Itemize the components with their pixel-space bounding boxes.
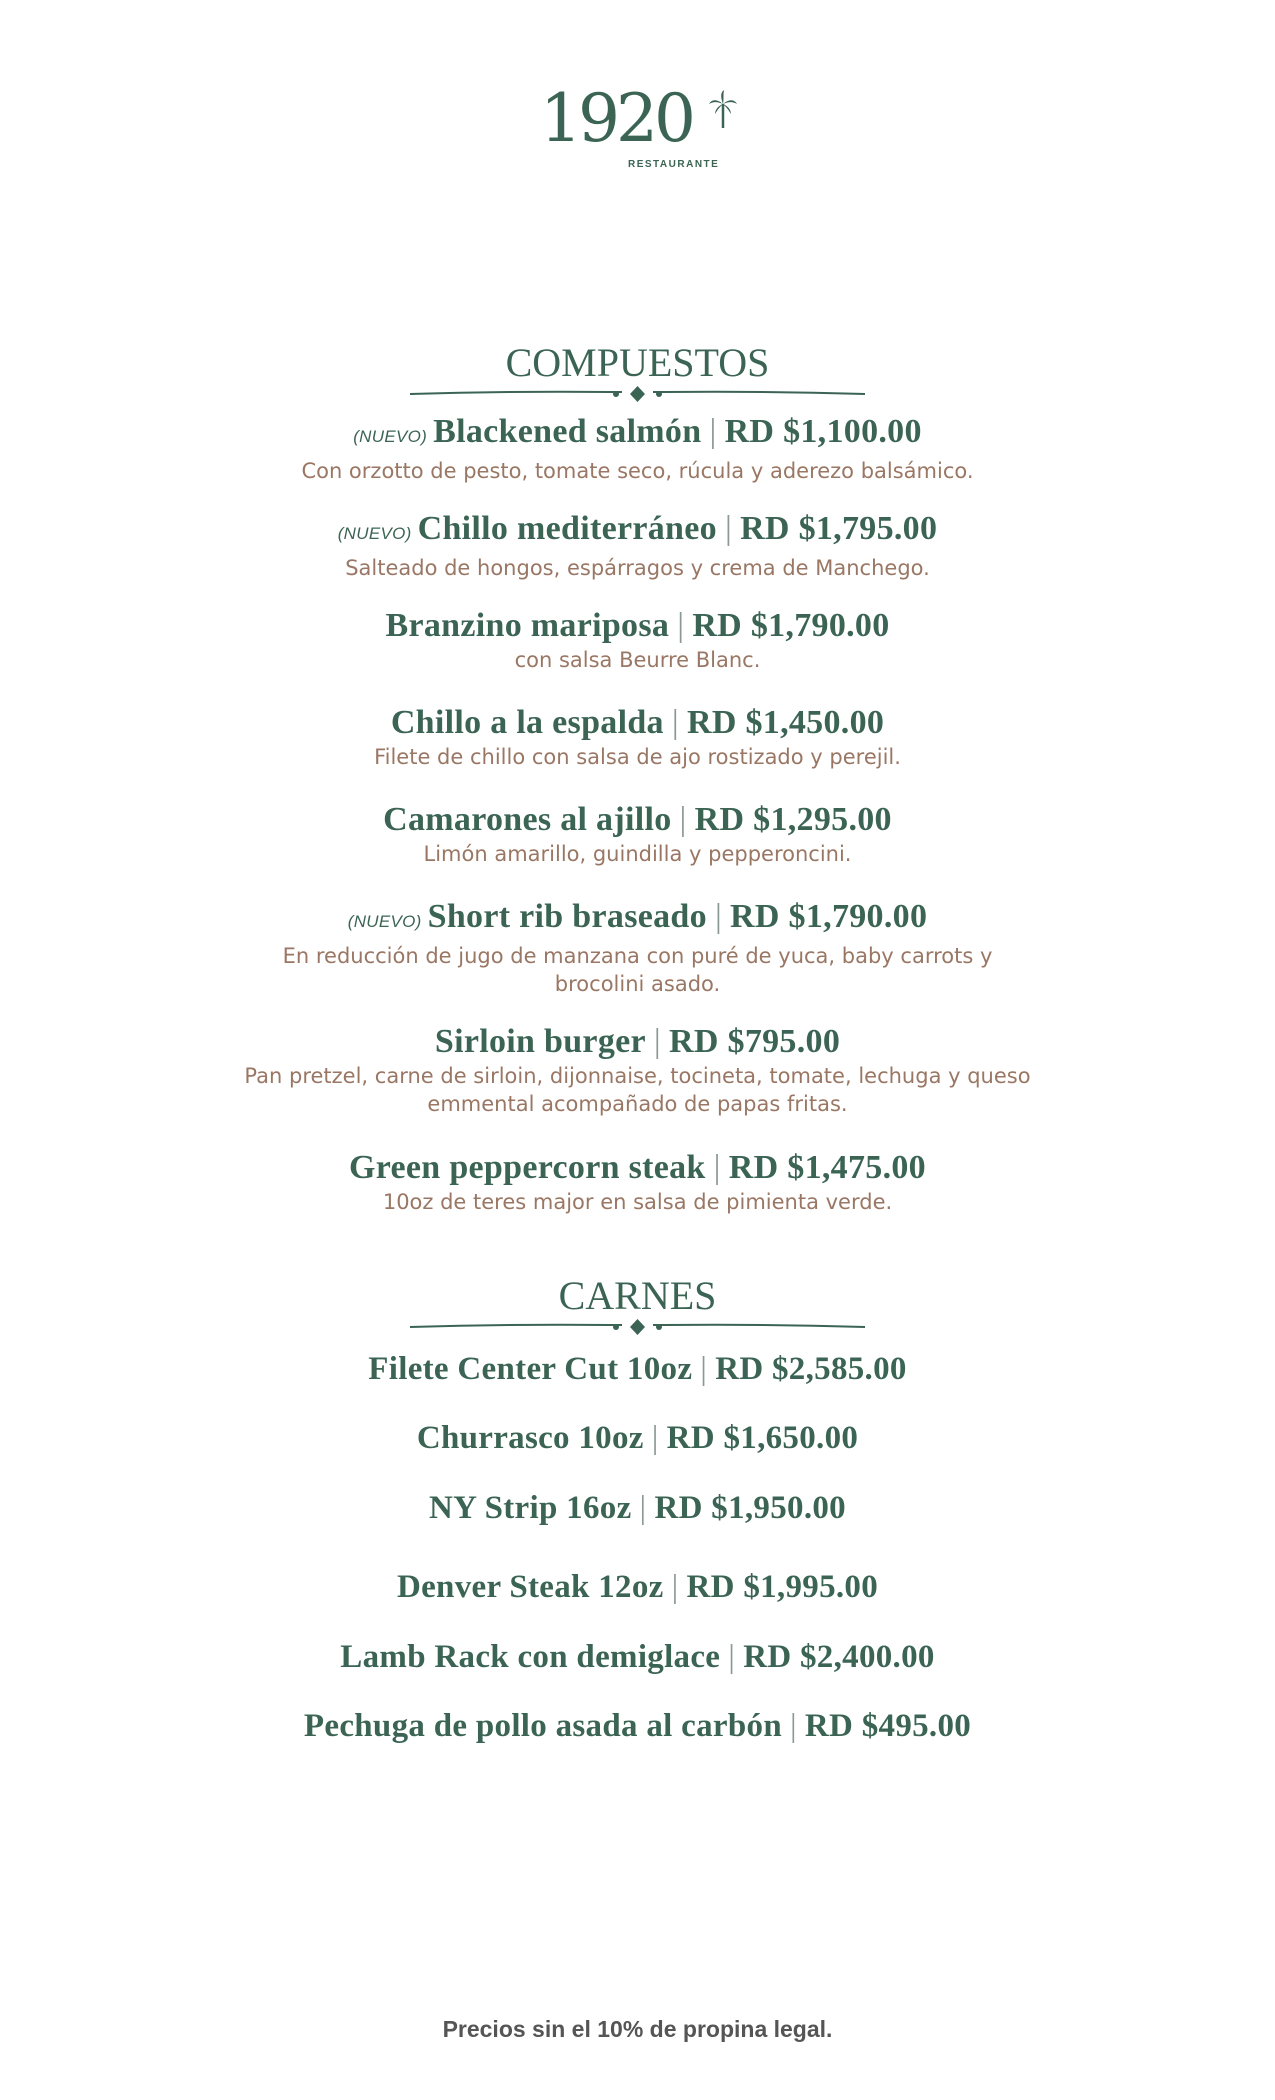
dish-price: RD $1,650.00	[666, 1420, 859, 1456]
price-separator: |	[713, 1149, 721, 1186]
price-separator: |	[728, 1639, 736, 1675]
restaurant-logo	[540, 80, 740, 186]
dish-name: Short rib braseado	[427, 898, 707, 935]
dish-description: Con orzotto de pesto, tomate seco, rúcula y aderezo balsámico.	[301, 459, 974, 483]
section-divider-ornament	[410, 1318, 865, 1336]
dish-title	[0, 1706, 1275, 1746]
new-tag: (NUEVO)	[337, 524, 412, 543]
dish-name: Sirloin burger	[434, 1023, 646, 1060]
menu-item	[0, 412, 1275, 485]
dish-title	[0, 1022, 1275, 1062]
dish-title	[0, 1637, 1275, 1677]
dish-price: RD $795.00	[669, 1023, 841, 1060]
dish-price: RD $495.00	[804, 1708, 972, 1744]
price-separator: |	[651, 1420, 659, 1456]
price-separator: |	[709, 413, 717, 450]
price-separator: |	[677, 607, 685, 644]
dish-price: RD $1,995.00	[686, 1569, 879, 1605]
price-separator: |	[714, 898, 723, 935]
dish-name: Denver Steak 12oz	[396, 1569, 664, 1605]
dish-price: RD $1,790.00	[730, 898, 928, 935]
dish-name: NY Strip 16oz	[429, 1490, 632, 1526]
palm-tree-icon	[708, 90, 738, 130]
dish-description: con salsa Beurre Blanc.	[514, 648, 761, 672]
dish-price: RD $2,400.00	[743, 1639, 935, 1675]
dish-title	[0, 1488, 1275, 1528]
dish-description: 10oz de teres major en salsa de pimienta verde.	[382, 1190, 893, 1214]
dish-title	[0, 606, 1275, 646]
price-separator: |	[653, 1023, 662, 1060]
dish-title	[0, 897, 1275, 942]
dish-name: Lamb Rack con demiglace	[340, 1639, 721, 1675]
dish-name: Branzino mariposa	[385, 607, 670, 644]
dish-name: Green peppercorn steak	[349, 1149, 706, 1186]
menu-item	[0, 509, 1275, 582]
dish-price: RD $1,790.00	[692, 607, 890, 644]
price-separator: |	[679, 801, 687, 838]
price-separator: |	[671, 1569, 679, 1605]
dish-title	[0, 1418, 1275, 1458]
price-separator: |	[700, 1351, 708, 1387]
menu-item	[0, 1488, 1275, 1528]
dish-price: RD $2,585.00	[715, 1351, 907, 1387]
dish-price: RD $1,795.00	[740, 510, 938, 547]
new-tag: (NUEVO)	[347, 912, 422, 931]
dish-title	[0, 800, 1275, 840]
menu-item	[0, 1567, 1275, 1607]
dish-description: Limón amarillo, guindilla y pepperoncini.	[423, 842, 852, 866]
section-divider-ornament	[410, 385, 865, 403]
dish-description: Filete de chillo con salsa de ajo rostizado y perejil.	[374, 745, 901, 769]
price-separator: |	[671, 704, 679, 741]
menu-item	[0, 1637, 1275, 1677]
dish-title	[0, 509, 1275, 554]
menu-item	[0, 606, 1275, 674]
menu-item	[0, 800, 1275, 868]
menu-item	[0, 897, 1275, 998]
dish-title	[0, 1148, 1275, 1188]
menu-item	[0, 1706, 1275, 1746]
menu-item	[0, 1022, 1275, 1118]
dish-title	[0, 703, 1275, 743]
dish-price: RD $1,450.00	[686, 704, 885, 741]
menu-item	[0, 1418, 1275, 1458]
price-separator: |	[789, 1708, 797, 1744]
dish-name: Chillo a la espalda	[390, 704, 664, 741]
dish-name: Blackened salmón	[433, 413, 702, 450]
price-separator: |	[724, 510, 733, 547]
dish-title	[0, 1567, 1275, 1607]
dish-description: Pan pretzel, carne de sirloin, dijonnaise, tocineta, tomate, lechuga y queso emmental acompañado de papas fritas.	[244, 1064, 1031, 1116]
menu-item	[0, 1148, 1275, 1216]
dish-name: Camarones al ajillo	[383, 801, 672, 838]
dish-title	[0, 1349, 1275, 1389]
dish-price: RD $1,475.00	[728, 1149, 926, 1186]
section-title-carnes: CARNES	[558, 1273, 717, 1318]
new-tag: (NUEVO)	[353, 427, 428, 446]
footer-note: Precios sin el 10% de propina legal.	[442, 2016, 833, 2042]
menu-item	[0, 1349, 1275, 1389]
dish-title	[0, 412, 1275, 457]
dish-description: En reducción de jugo de manzana con puré de yuca, baby carrots y brocolini asado.	[282, 944, 993, 996]
logo-number: 1920	[540, 80, 692, 157]
dish-price: RD $1,950.00	[654, 1490, 846, 1526]
dish-name: Filete Center Cut 10oz	[368, 1351, 693, 1387]
price-separator: |	[639, 1490, 647, 1526]
dish-name: Chillo mediterráneo	[417, 510, 717, 547]
menu-item	[0, 703, 1275, 771]
section-title-compuestos: COMPUESTOS	[505, 340, 770, 385]
dish-name: Churrasco 10oz	[416, 1420, 644, 1456]
dish-description: Salteado de hongos, espárragos y crema de Manchego.	[345, 556, 930, 580]
dish-price: RD $1,295.00	[694, 801, 892, 838]
logo-subtitle: RESTAURANTE	[628, 159, 720, 170]
dish-name: Pechuga de pollo asada al carbón	[303, 1708, 782, 1744]
dish-price: RD $1,100.00	[724, 413, 922, 450]
